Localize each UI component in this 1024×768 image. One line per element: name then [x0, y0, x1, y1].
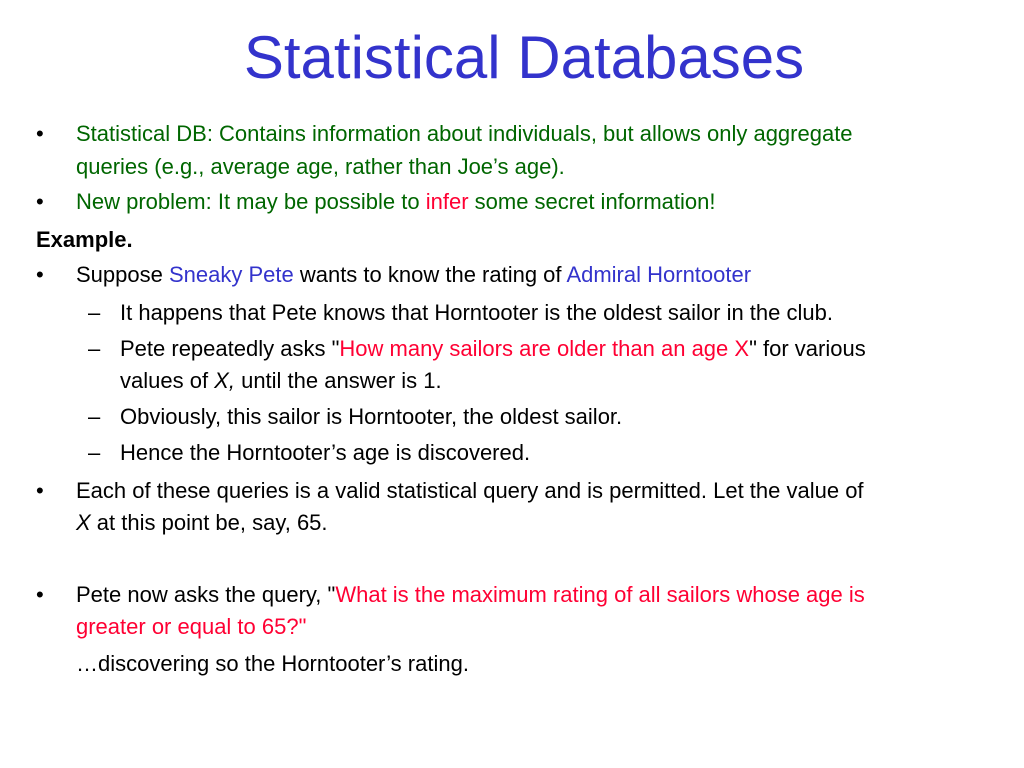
- variable-x: X,: [214, 368, 235, 393]
- max-rating-query-line1: What is the maximum rating of all sailors whose age is: [335, 582, 865, 607]
- dash-marker: –: [88, 404, 101, 429]
- bullet-new-problem: [76, 185, 716, 218]
- bullet-max-rating-line1: [76, 578, 865, 611]
- repeated-query-highlight: How many sailors are older than an age X: [339, 336, 750, 361]
- bullet-marker: •: [36, 262, 44, 287]
- slide-title: Statistical Databases: [243, 24, 805, 91]
- bullet-valid-queries-line1: Each of these queries is a valid statistical query and is permitted. Let the value of: [76, 478, 864, 503]
- suppose-mid-text: wants to know the rating of: [293, 262, 567, 287]
- sub-repeated-query-line2: [120, 364, 442, 397]
- sub-oldest-sailor: It happens that Pete knows that Horntooter is the oldest sailor in the club.: [120, 300, 833, 325]
- infer-highlight: infer: [425, 189, 469, 214]
- sub-repeated-query-line1: [120, 332, 866, 365]
- bullet-marker: •: [36, 478, 44, 503]
- values-of-text: values of: [120, 368, 215, 393]
- query-prefix: Pete now asks the query, ": [76, 582, 336, 607]
- dash-marker: –: [88, 336, 101, 361]
- sub-age-discovered: Hence the Horntooter’s age is discovered.: [120, 440, 531, 465]
- dash-marker: –: [88, 440, 101, 465]
- bullet-statistical-db-line2: queries (e.g., average age, rather than Joe’s age).: [76, 154, 565, 179]
- bullet-marker: •: [36, 582, 44, 607]
- bullet-statistical-db-line1: Statistical DB: Contains information about individuals, but allows only aggregate: [76, 121, 853, 146]
- bullet-marker: •: [36, 189, 44, 214]
- repeated-query-prefix: Pete repeatedly asks ": [120, 336, 340, 361]
- sub-obviously: Obviously, this sailor is Horntooter, the oldest sailor.: [120, 404, 623, 429]
- new-problem-text: New problem: It may be possible to: [76, 189, 426, 214]
- dash-marker: –: [88, 300, 101, 325]
- bullet-marker: •: [36, 121, 44, 146]
- value-65-text: at this point be, say, 65.: [90, 510, 328, 535]
- conclusion-text: …discovering so the Horntooter’s rating.: [76, 651, 469, 676]
- new-problem-suffix: some secret information!: [468, 189, 716, 214]
- bullet-valid-queries-line2: [76, 506, 328, 539]
- example-heading: Example.: [36, 227, 133, 252]
- admiral-horntooter-name: Admiral Horntooter: [566, 262, 752, 287]
- max-rating-query-line2: greater or equal to 65?": [76, 614, 307, 639]
- bullet-suppose: [76, 258, 751, 291]
- repeated-query-suffix: " for various: [749, 336, 866, 361]
- until-answer-text: until the answer is 1.: [234, 368, 442, 393]
- suppose-text: Suppose: [76, 262, 169, 287]
- sneaky-pete-name: Sneaky Pete: [168, 262, 294, 287]
- variable-x: X: [76, 510, 91, 535]
